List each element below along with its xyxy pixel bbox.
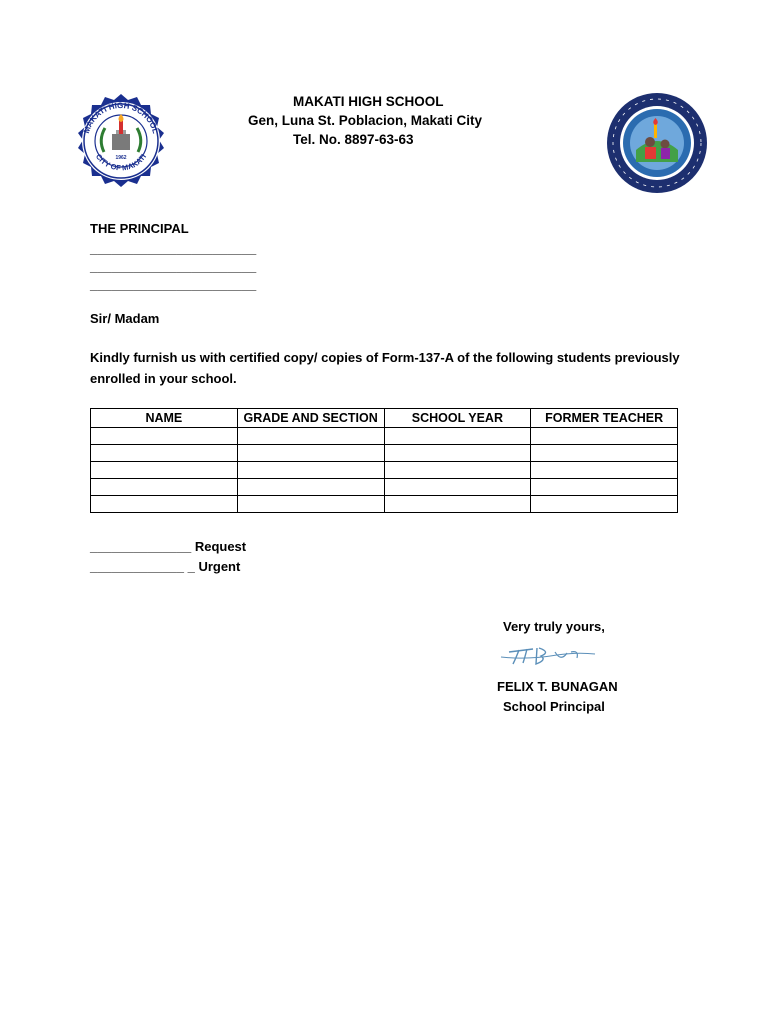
column-header-school-year: SCHOOL YEAR [384, 409, 531, 428]
table-cell[interactable] [531, 479, 678, 496]
school-seal-icon [72, 92, 170, 190]
table-cell[interactable] [384, 496, 531, 513]
table-cell[interactable] [237, 445, 384, 462]
column-header-former-teacher: FORMER TEACHER [531, 409, 678, 428]
urgent-option[interactable]: _____________ _ Urgent [90, 559, 241, 574]
signature [497, 640, 601, 670]
table-row [91, 428, 678, 445]
addressee-blank-line: _______________________ [90, 241, 257, 256]
body-line-1: Kindly furnish us with certified copy/ copies of Form-137-A of the following students previously [90, 350, 680, 365]
table-cell[interactable] [384, 479, 531, 496]
body-line-2: enrolled in your school. [90, 371, 237, 386]
addressee-blank-line: _______________________ [90, 277, 257, 292]
table-cell[interactable] [531, 462, 678, 479]
right-school-emblem [606, 92, 708, 194]
table-cell[interactable] [237, 479, 384, 496]
table-cell[interactable] [91, 462, 238, 479]
svg-text:1962: 1962 [115, 155, 127, 161]
signatory-position: School Principal [503, 699, 605, 714]
student-records-table [90, 408, 678, 513]
school-emblem-icon [606, 92, 708, 194]
svg-text:CITY OF MAKATI: CITY OF MAKATI [93, 152, 149, 173]
school-name: MAKATI HIGH SCHOOL [293, 94, 444, 109]
table-cell[interactable] [91, 445, 238, 462]
table-row [91, 496, 678, 513]
addressee-title: THE PRINCIPAL [90, 221, 189, 236]
request-option[interactable]: ______________ Request [90, 539, 247, 554]
table-cell[interactable] [237, 462, 384, 479]
closing-text: Very truly yours, [503, 619, 605, 634]
table-cell[interactable] [384, 445, 531, 462]
school-phone: Tel. No. 8897-63-63 [293, 132, 414, 147]
table-cell[interactable] [384, 462, 531, 479]
table-cell[interactable] [384, 428, 531, 445]
svg-text:MAKATI HIGH SCHOOL: MAKATI HIGH SCHOOL [81, 100, 161, 135]
table-cell[interactable] [237, 428, 384, 445]
addressee-blank-line: _______________________ [90, 259, 257, 274]
table-row [91, 445, 678, 462]
table-cell[interactable] [91, 496, 238, 513]
table-cell[interactable] [531, 445, 678, 462]
table-cell[interactable] [91, 479, 238, 496]
table-cell[interactable] [237, 496, 384, 513]
table-row [91, 479, 678, 496]
table-header-row [91, 409, 678, 428]
table-cell[interactable] [531, 496, 678, 513]
left-school-seal [72, 92, 170, 190]
column-header-name: NAME [91, 409, 238, 428]
table-cell[interactable] [531, 428, 678, 445]
school-address: Gen, Luna St. Poblacion, Makati City [248, 113, 483, 128]
column-header-grade-section: GRADE AND SECTION [237, 409, 384, 428]
signature-icon [497, 640, 601, 670]
signatory-name: FELIX T. BUNAGAN [497, 679, 618, 694]
table-row [91, 462, 678, 479]
salutation: Sir/ Madam [90, 311, 160, 326]
table-cell[interactable] [91, 428, 238, 445]
